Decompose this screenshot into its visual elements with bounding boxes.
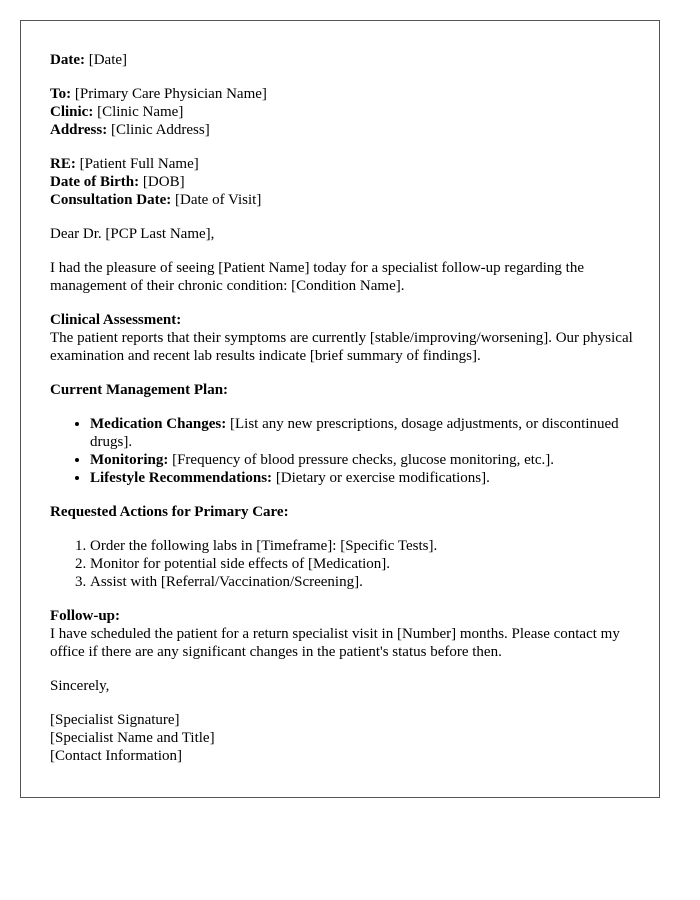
intro-paragraph: I had the pleasure of seeing [Patient Name] today for a specialist follow-up regarding the management of their chronic condition: [Condition Name].: [50, 260, 584, 294]
list-item-label: Medication Changes:: [90, 416, 227, 432]
list-item-text: [Dietary or exercise modifications].: [275, 470, 490, 486]
list-item: [90, 415, 640, 451]
to-value: [Primary Care Physician Name]: [74, 86, 267, 102]
date-line: [50, 51, 640, 69]
letter-content: [50, 51, 640, 765]
clinic-value: [Clinic Name]: [97, 104, 184, 120]
list-item: [90, 469, 640, 487]
clinical-assessment-heading-text: Clinical Assessment:: [50, 312, 182, 328]
clinic-label: Clinic:: [50, 104, 94, 120]
list-item-text: [Frequency of blood pressure checks, glucose monitoring, etc.].: [172, 452, 555, 468]
signature-block: [50, 711, 640, 765]
management-plan-section: [50, 381, 640, 487]
requested-actions-list: [50, 537, 640, 591]
clinical-assessment-text: The patient reports that their symptoms are currently [stable/improving/worsening]. Our physical examination and recent lab results indicate [brief summary of findings].: [50, 330, 633, 364]
dob-value: [DOB]: [142, 174, 185, 190]
list-item-label: Lifestyle Recommendations:: [90, 470, 273, 486]
requested-actions-heading-text: Requested Actions for Primary Care:: [50, 504, 289, 520]
closing: Sincerely,: [50, 678, 110, 694]
requested-actions-section: [50, 503, 640, 591]
signature-line: [Specialist Signature]: [50, 712, 180, 728]
list-item: [90, 451, 640, 469]
address-line: [50, 121, 640, 139]
clinic-line: [50, 103, 640, 121]
date-label: Date:: [50, 52, 85, 68]
dob-label: Date of Birth:: [50, 174, 140, 190]
consultation-date-value: [Date of Visit]: [175, 192, 262, 208]
consultation-date-label: Consultation Date:: [50, 192, 172, 208]
address-value: [Clinic Address]: [110, 122, 210, 138]
list-item: 1. Order the following labs in [Timeframe]: [Specific Tests].: [90, 537, 640, 555]
management-plan-list: [50, 415, 640, 487]
date-block: [50, 51, 640, 69]
salutation: Dear Dr. [PCP Last Name],: [50, 226, 215, 242]
recipient-block: [50, 85, 640, 139]
follow-up-heading: [50, 607, 640, 625]
requested-actions-heading: [50, 503, 640, 521]
date-value: [Date]: [88, 52, 128, 68]
re-line: [50, 155, 640, 173]
consultation-date-line: [50, 191, 640, 209]
letter-page: [20, 20, 660, 798]
address-label: Address:: [50, 122, 108, 138]
dob-line: [50, 173, 640, 191]
management-plan-heading-text: Current Management Plan:: [50, 382, 229, 398]
to-label: To:: [50, 86, 72, 102]
clinical-assessment-section: [50, 311, 640, 365]
re-label: RE:: [50, 156, 76, 172]
patient-block: [50, 155, 640, 209]
management-plan-heading: [50, 381, 640, 399]
follow-up-section: [50, 607, 640, 661]
list-item-text: [List any new prescriptions, dosage adjustments, or discontinued drugs].: [90, 416, 619, 450]
list-item: 3. Assist with [Referral/Vaccination/Screening].: [90, 573, 640, 591]
specialist-name-title: [Specialist Name and Title]: [50, 730, 215, 746]
list-item-label: Monitoring:: [90, 452, 169, 468]
follow-up-heading-text: Follow-up:: [50, 608, 121, 624]
clinical-assessment-heading: [50, 311, 640, 329]
follow-up-text: I have scheduled the patient for a return specialist visit in [Number] months. Please contact my office if there are any significant changes in the patient's status before then.: [50, 626, 620, 660]
contact-information: [Contact Information]: [50, 748, 183, 764]
list-item: 2. Monitor for potential side effects of [Medication].: [90, 555, 640, 573]
to-line: [50, 85, 640, 103]
re-value: [Patient Full Name]: [79, 156, 199, 172]
